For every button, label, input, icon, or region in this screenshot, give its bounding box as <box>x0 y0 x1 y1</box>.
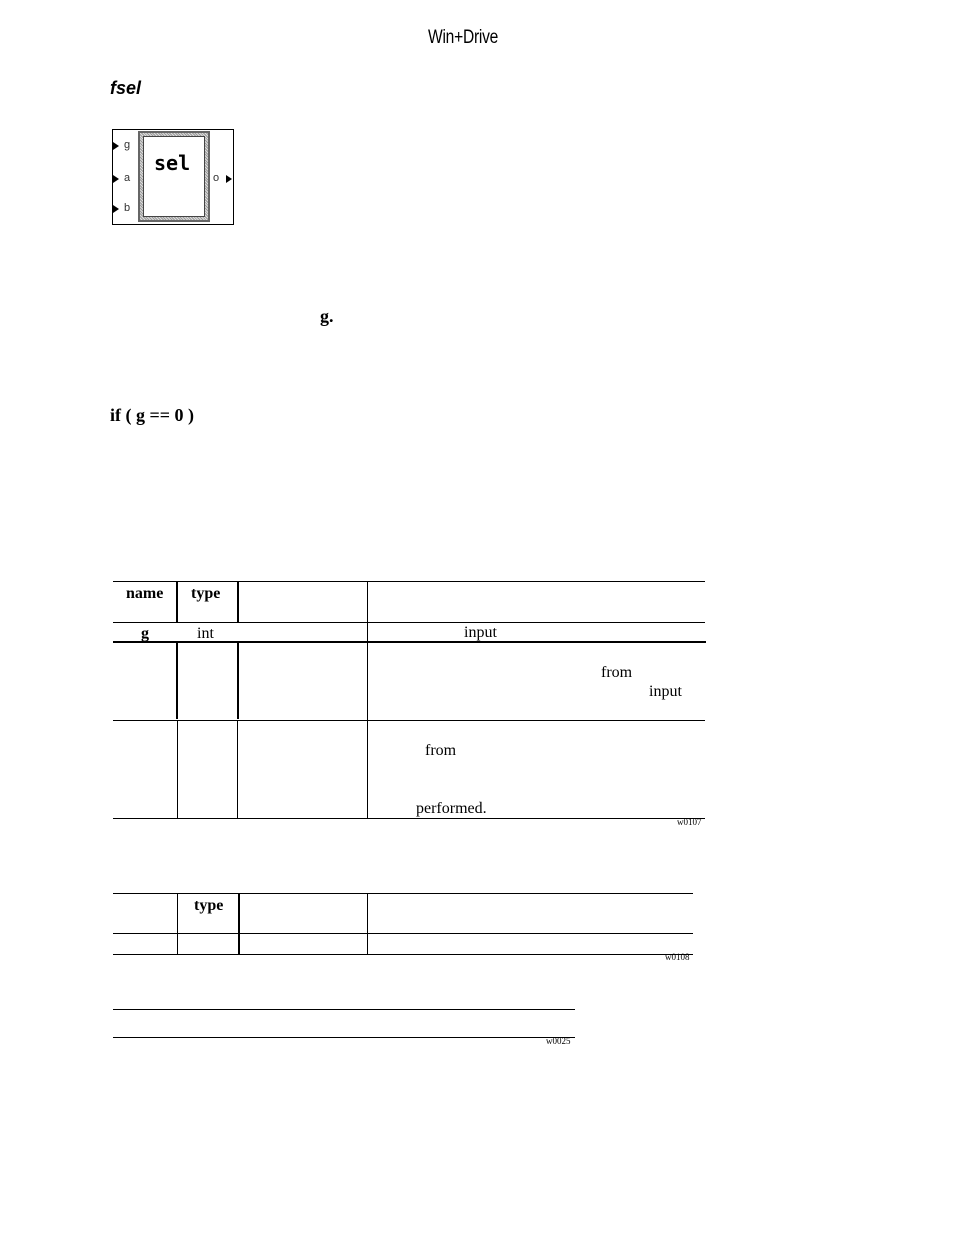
block-name: fsel <box>110 78 142 98</box>
table-rule <box>113 954 693 955</box>
row-a-description-from: from <box>601 664 633 681</box>
table-code: w0025 <box>546 1036 571 1046</box>
g-reference: g. <box>320 306 334 326</box>
block-inner-frame <box>138 131 210 222</box>
output-o-arrow-icon <box>226 175 232 183</box>
table-col-divider <box>176 641 178 719</box>
row-g-type: int <box>197 625 214 642</box>
input-b-arrow-icon <box>113 205 119 213</box>
table-col-divider <box>237 641 239 719</box>
table-rule <box>113 1009 575 1010</box>
row-b-description-from: from <box>425 742 457 759</box>
table-rule <box>113 818 705 819</box>
col-header-type: type <box>194 897 224 914</box>
input-pin-b: b <box>124 202 131 214</box>
row-a-description-input: input <box>649 683 682 700</box>
output-pin-o: o <box>213 172 220 184</box>
table-col-divider <box>238 893 240 954</box>
row-b-description-performed: performed. <box>416 800 487 817</box>
table-code: w0108 <box>665 952 690 962</box>
table-col-divider <box>367 893 368 954</box>
table-col-divider <box>177 893 178 954</box>
condition-expression: if ( g == 0 ) <box>110 405 194 425</box>
table-rule <box>113 1037 575 1038</box>
table-code: w0107 <box>677 817 702 827</box>
table-rule <box>113 581 705 582</box>
table-col-divider <box>367 581 368 818</box>
input-g-arrow-icon <box>113 142 119 150</box>
page-header: Win+Drive <box>428 27 499 48</box>
col-header-type: type <box>191 585 221 602</box>
sel-block-icon <box>112 129 234 225</box>
input-pin-a: a <box>124 172 131 184</box>
input-pin-g: g <box>124 139 131 151</box>
input-a-arrow-icon <box>113 175 119 183</box>
table-rule <box>113 720 705 721</box>
table-rule <box>113 933 693 934</box>
table-col-divider <box>176 581 178 623</box>
table-col-divider <box>237 581 239 623</box>
block-title: sel <box>154 151 191 175</box>
col-header-name: name <box>126 585 164 602</box>
row-g-description: input <box>464 624 497 641</box>
table-col-divider <box>237 720 238 818</box>
row-g-name: g <box>141 625 149 642</box>
table-rule <box>113 622 705 623</box>
table-col-divider <box>177 720 178 818</box>
table-rule <box>113 893 693 894</box>
